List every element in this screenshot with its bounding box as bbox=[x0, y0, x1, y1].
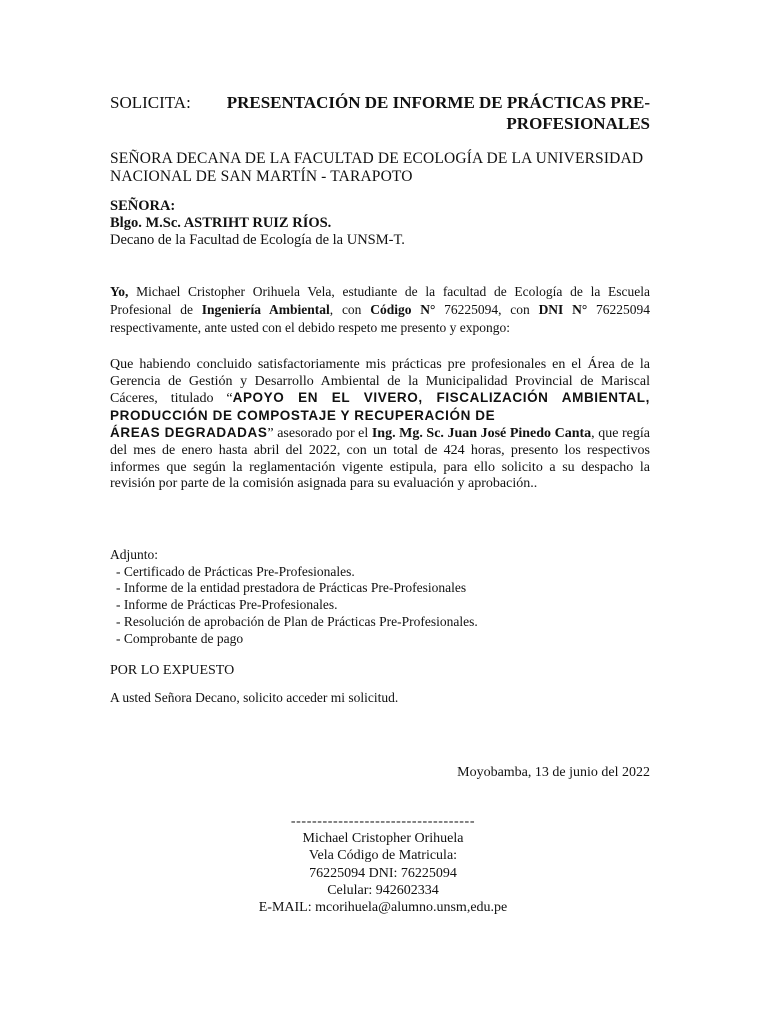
body-paragraph bbox=[110, 357, 650, 493]
subject-title-line1: PRESENTACIÓN DE INFORME DE PRÁCTICAS PRE- bbox=[226, 93, 650, 112]
intro-code-label: Código N° bbox=[370, 302, 436, 317]
signature-name: Michael Cristopher Orihuela bbox=[302, 831, 464, 847]
advisor-name: Ing. Mg. Sc. Juan José Pinedo Canta bbox=[371, 426, 592, 442]
signature-ids: 76225094 DNI: 76225094 bbox=[309, 865, 457, 881]
signature-block bbox=[240, 813, 526, 916]
intro-dni-label: DNI N° bbox=[538, 302, 588, 317]
attachments-list bbox=[110, 564, 650, 648]
practice-title: APOYO EN EL VIVERO, FISCALIZACIÓN AMBIENTAL, PRODUCCIÓN DE COMPOSTAJE Y RECUPERACIÓN DE bbox=[110, 390, 650, 423]
attachments-label: Adjunto: bbox=[110, 547, 159, 562]
intro-code-value: 76225094, con bbox=[435, 302, 539, 317]
signature-email: E-MAIL: mcorihuela@alumno.unsm,edu.pe bbox=[258, 900, 508, 916]
intro-text-2: , con bbox=[329, 302, 371, 317]
signature-line: ----------------------------------- bbox=[290, 814, 476, 829]
intro-yo: Yo, bbox=[110, 284, 129, 299]
salutation: SEÑORA: bbox=[110, 198, 176, 214]
attachment-item: - Certificado de Prácticas Pre-Profesionales. bbox=[116, 563, 355, 579]
addressee: SEÑORA DECANA DE LA FACULTAD DE ECOLOGÍA DE LA UNIVERSIDAD NACIONAL DE SAN MARTÍN - TARAPOTO bbox=[110, 150, 644, 185]
subject-heading bbox=[110, 92, 650, 134]
intro-dni-value: 76225094 bbox=[587, 302, 651, 317]
intro-paragraph bbox=[110, 283, 650, 337]
practice-title-2: ÁREAS DEGRADADAS bbox=[110, 425, 268, 441]
recipient-role: Decano de la Facultad de Ecología de la UNSM-T. bbox=[110, 232, 405, 248]
signature-phone: Celular: 942602334 bbox=[327, 882, 439, 898]
body-text-3: , que regía del mes de enero hasta abril del 2022, con un total de 424 horas, presento los respectivos informes que según la reglamentación vigente estipula, para ello solicito a su despacho la revisión por parte de la comisión asignada para su evaluación y aprobación.. bbox=[110, 426, 650, 492]
recipient-block bbox=[110, 198, 650, 249]
signature-name-2: Vela Código de Matricula: bbox=[308, 848, 458, 864]
subject-lead: SOLICITA: bbox=[110, 93, 191, 112]
intro-text-1: Michael Cristopher Orihuela Vela, estudiante de la facultad de Ecología de la Escuela Profesional de bbox=[110, 284, 650, 317]
por-lo-expuesto: POR LO EXPUESTO bbox=[110, 663, 235, 678]
attachment-item: - Resolución de aprobación de Plan de Prácticas Pre-Profesionales. bbox=[116, 613, 478, 629]
attachments bbox=[110, 547, 650, 647]
closing-line: A usted Señora Decano, solicito acceder mi solicitud. bbox=[110, 690, 399, 705]
attachment-item: - Comprobante de pago bbox=[116, 630, 244, 646]
intro-text-3: respectivamente, ante usted con el debido respeto me presento y expongo: bbox=[110, 320, 510, 335]
recipient-name: Blgo. M.Sc. ASTRIHT RUIZ RÍOS. bbox=[110, 215, 332, 231]
attachment-item: - Informe de Prácticas Pre-Profesionales. bbox=[116, 597, 338, 613]
subject-title-line2: PROFESIONALES bbox=[506, 114, 650, 133]
body-text-2: ” asesorado por el bbox=[267, 426, 372, 442]
date-line: Moyobamba, 13 de junio del 2022 bbox=[457, 765, 650, 780]
body-text-1: Que habiendo concluido satisfactoriamente mis prácticas pre profesionales en el Área de la Gerencia de Gestión y Desarrollo Ambiental de la Municipalidad Provincial de Mariscal Cáceres, titulado “ bbox=[110, 357, 650, 407]
attachment-item: - Informe de la entidad prestadora de Prácticas Pre-Profesionales bbox=[116, 580, 467, 596]
intro-career: Ingeniería Ambiental bbox=[201, 302, 330, 317]
